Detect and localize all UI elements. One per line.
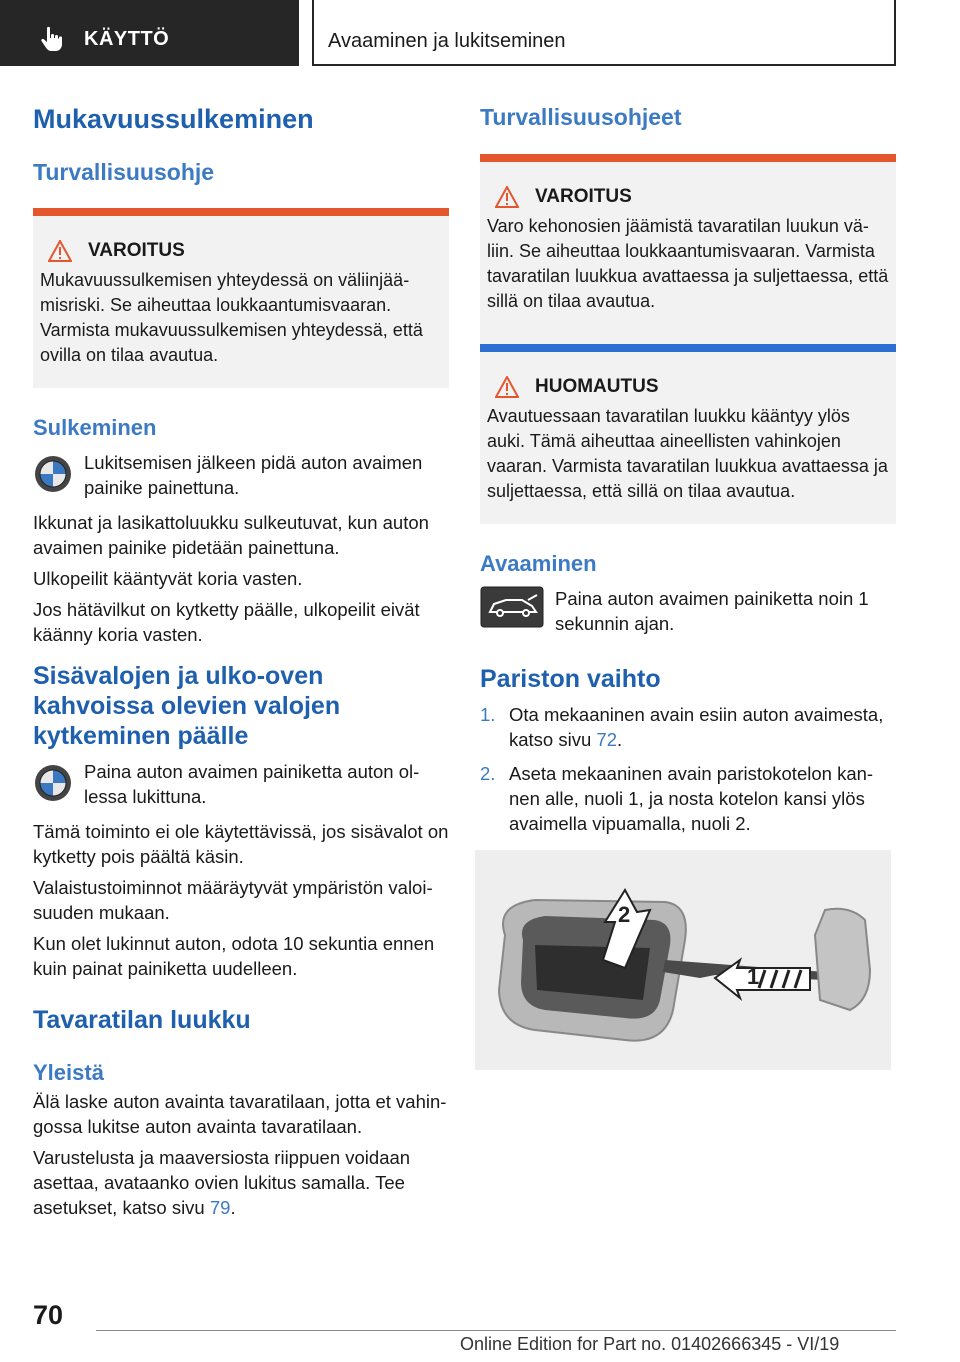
heading-sisavalot: Sisävalojen ja ulko‑oven kahvoissa olevien valojen kytkeminen päälle: [33, 662, 341, 750]
notice-box: [480, 344, 896, 524]
heading-avaaminen: Avaaminen: [480, 551, 597, 576]
warning-box: [480, 154, 896, 344]
list-item: 1. Ota mekaaninen avain esiin auton avaimesta, katso sivu 72.: [480, 704, 884, 750]
section-title: KÄYTTÖ: [84, 28, 170, 50]
paragraph: Älä laske auton avainta tavaratilaan, jotta et vahin-gossa lukitse auton avainta tavaratilaan.: [33, 1091, 447, 1137]
paragraph: Ulkopeilit kääntyvät koria vasten.: [33, 568, 303, 589]
sisavalot-instruction: [33, 759, 449, 809]
warning-triangle-icon: [48, 240, 72, 262]
arrow-label: 2: [618, 902, 631, 927]
right-column: [480, 100, 896, 845]
trunk-button-icon: [480, 586, 544, 628]
avaaminen-instruction: [480, 586, 896, 636]
warning-triangle-icon: [495, 186, 519, 208]
heading-mukavuussulkeminen: Mukavuussulkeminen: [33, 104, 314, 134]
key-battery-figure: [475, 850, 891, 1070]
hand-pointer-icon: [40, 26, 66, 52]
heading-tavaratilan-luukku: Tavaratilan luukku: [33, 1006, 251, 1034]
paragraph: Ikkunat ja lasikattoluukku sulkeutuvat, kun auton avaimen painike pidetään painettuna.: [33, 512, 429, 558]
warning-title: VAROITUS: [487, 186, 889, 208]
paragraph: Varustelusta ja maaversiosta riippuen voidaan asettaa, avataanko ovien lukitus samalla. Tee asetukset, katso sivu 79.: [33, 1147, 411, 1218]
warning-triangle-icon: [495, 376, 519, 398]
arrow-label: 1: [747, 964, 760, 989]
warning-text: Mukavuussulkemisen yhteydessä on väliinjää-misriski. Se aiheuttaa loukkaantumisvaaran. Varmista mukavuussulkemisen yhteydessä, että ovilla on tilaa avautua.: [40, 270, 423, 365]
heading-turvallisuusohjeet: Turvallisuusohjeet: [480, 104, 682, 130]
section-tab: [0, 0, 299, 66]
sisavalot-icon-text: Paina auton avaimen painiketta auton ol-lessa lukittuna.: [84, 761, 420, 807]
steps-list: [480, 702, 896, 836]
paragraph: Jos hätävilkut on kytketty päälle, ulkopeilit eivät käänny koria vasten.: [33, 599, 420, 645]
notice-text: Avautuessaan tavaratilan luukku kääntyy ylös auki. Tämä aiheuttaa aineellisten vahinkojen vaaran. Varmista tavaratilan luukkua avattaessa ja suljettaessa, että sillä on tilaa avautua.: [487, 406, 888, 501]
sulkeminen-instruction: [33, 450, 449, 500]
edition-note: Online Edition for Part no. 01402666345 - VI/19: [460, 1334, 840, 1354]
heading-sulkeminen: Sulkeminen: [33, 415, 157, 440]
paragraph: Kun olet lukinnut auton, odota 10 sekuntia ennen kuin painat painiketta uudelleen.: [33, 933, 435, 979]
car-key-badge-icon: [33, 454, 73, 494]
list-item: 2. Aseta mekaaninen avain paristokotelon kan-nen alle, nuoli 1, ja nosta kotelon kansi ylös avaimella vipuamalla, nuoli 2.: [480, 763, 874, 834]
warning-text: Varo kehonosien jäämistä tavaratilan luukun vä-liin. Se aiheuttaa loukkaantumisvaaran. Varmista tavaratilan luukkua avattaessa ja suljettaessa, että sillä on tilaa avautua.: [487, 216, 889, 311]
footer-divider: [96, 1330, 896, 1331]
sulkeminen-icon-text: Lukitsemisen jälkeen pidä auton avaimen painike painettuna.: [84, 452, 423, 498]
page-link-79[interactable]: 79: [209, 1197, 231, 1218]
car-key-badge-icon: [33, 763, 73, 803]
page-number: 70: [33, 1300, 64, 1330]
heading-pariston-vaihto: Pariston vaihto: [480, 665, 661, 693]
chapter-title: Avaaminen ja lukitseminen: [328, 30, 566, 52]
left-column: [33, 100, 449, 1220]
notice-title: HUOMAUTUS: [487, 376, 889, 398]
paragraph: Tämä toiminto ei ole käytettävissä, jos sisävalot on kytketty pois päältä käsin.: [33, 821, 449, 867]
avaaminen-icon-text: Paina auton avaimen painiketta noin 1 sekunnin ajan.: [555, 588, 869, 634]
paragraph: Valaistustoiminnot määräytyvät ympäristön valoi-suuden mukaan.: [33, 877, 433, 923]
chapter-header: [312, 0, 896, 66]
page-link-72[interactable]: 72: [596, 729, 617, 750]
heading-yleista: Yleistä: [33, 1060, 104, 1085]
warning-title: VAROITUS: [40, 240, 442, 262]
heading-turvallisuusohje: Turvallisuusohje: [33, 159, 215, 185]
car-key-illustration: [475, 850, 891, 1070]
warning-box: [33, 208, 449, 388]
